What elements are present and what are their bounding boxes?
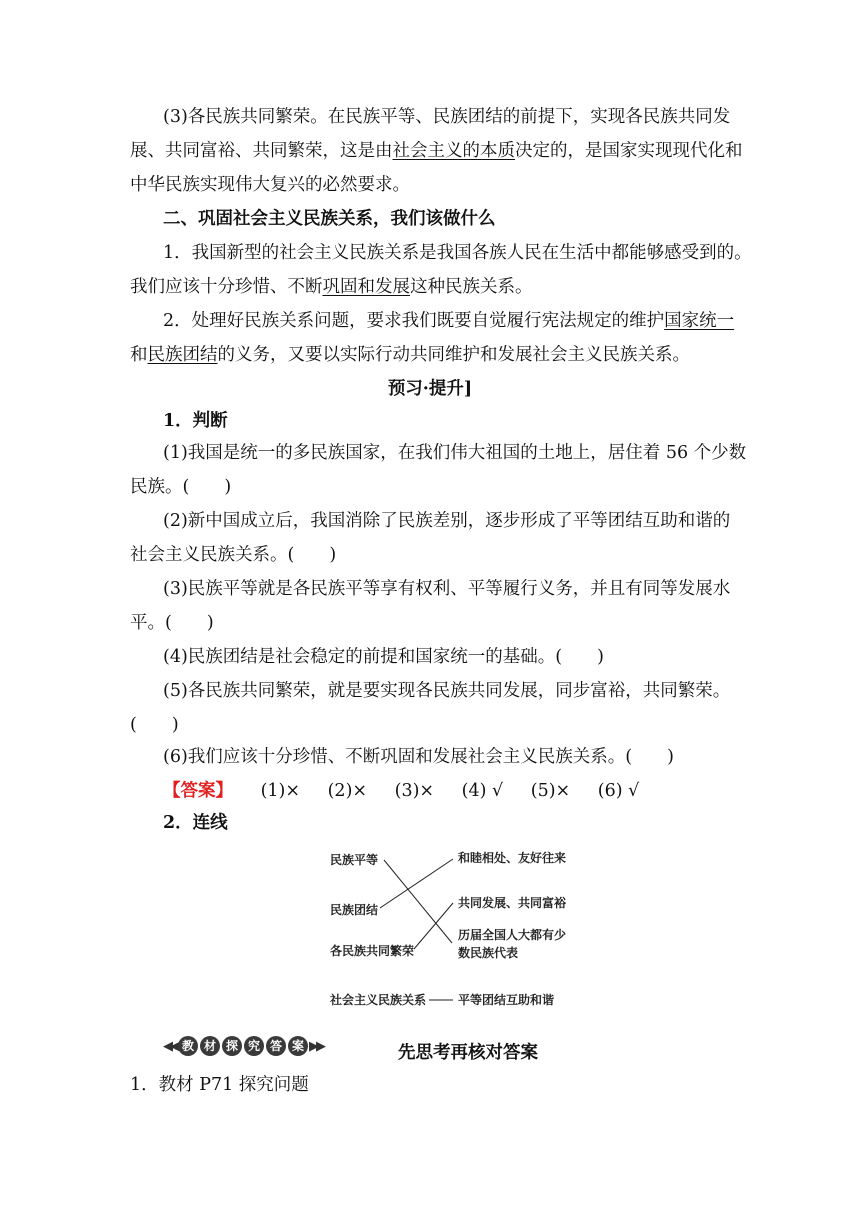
underlined-term: 巩固和发展 [322, 277, 410, 297]
underlined-term: 社会主义的本质 [392, 141, 515, 161]
left-item: 民族团结 [330, 903, 379, 917]
right-item: 数民族代表 [458, 946, 519, 960]
judge-title: 1．判断 [163, 411, 228, 431]
badge-char: 材 [200, 1036, 220, 1056]
item1-line2: 我们应该十分珍惜、不断巩固和发展这种民族关系。 [130, 277, 533, 297]
item2-line2: 和民族团结的义务，又要以实际行动共同维护和发展社会主义民族关系。 [130, 345, 690, 365]
badge-char: 案 [288, 1036, 308, 1056]
left-item: 民族平等 [330, 853, 379, 867]
para3-line3: 中华民族实现伟大复兴的必然要求。 [130, 175, 410, 195]
para3-line1: (3)各民族共同繁荣。在民族平等、民族团结的前提下，实现各民族共同发 [163, 107, 731, 127]
answer-label: 【答案】 [163, 781, 233, 801]
match-line [380, 859, 453, 908]
section2-title: 二、巩固社会主义民族关系，我们该做什么 [163, 209, 496, 229]
judge-q1-line2: 民族。( ) [130, 477, 232, 497]
para3-line2: 展、共同富裕、共同繁荣，这是由社会主义的本质决定的，是国家实现现代化和 [130, 141, 743, 161]
judge-q4: (4)民族团结是社会稳定的前提和国家统一的基础。( ) [163, 647, 604, 667]
left-item: 各民族共同繁荣 [330, 944, 415, 958]
matching-diagram [320, 845, 580, 1015]
judge-q5-line2: ( ) [130, 715, 179, 735]
double-left-arrow-icon: ◀◀ [163, 1038, 177, 1054]
preview-heading: 预习·提升] [387, 379, 473, 399]
judge-q3-line1: (3)民族平等就是各民族平等享有权利、平等履行义务，并且有同等发展水 [163, 579, 731, 599]
right-item: 共同发展、共同富裕 [458, 896, 567, 910]
answer-item: (2)× [327, 781, 368, 801]
match-line [414, 903, 453, 949]
answer-item: (6) √ [597, 781, 640, 801]
badge-char: 教 [178, 1036, 198, 1056]
badge-char: 探 [222, 1036, 242, 1056]
badge-char: 究 [244, 1036, 264, 1056]
right-item: 和睦相处、友好往来 [458, 851, 567, 865]
textbook-answer-badge [163, 1034, 323, 1058]
item1-line1: 1．我国新型的社会主义民族关系是我国各族人民在生活中都能够感受到的。 [163, 243, 752, 263]
bottom-left-label: 社会主义民族关系 [330, 993, 427, 1007]
underlined-term: 国家统一 [664, 311, 735, 331]
judge-q5-line1: (5)各民族共同繁荣，就是要实现各民族共同发展，同步富裕，共同繁荣。 [163, 681, 731, 701]
answer-item: (1)× [260, 781, 301, 801]
judge-q2-line1: (2)新中国成立后，我国消除了民族差别，逐步形成了平等团结互助和谐的 [163, 511, 731, 531]
match-line [384, 860, 452, 943]
match-title: 2．连线 [163, 813, 228, 833]
item2-line1: 2．处理好民族关系问题，要求我们既要自觉履行宪法规定的维护国家统一 [163, 311, 735, 331]
right-item: 历届全国人大都有少 [458, 928, 567, 942]
judge-q1-line1: (1)我国是统一的多民族国家，在我们伟大祖国的土地上，居住着 56 个少数 [163, 443, 747, 463]
answer-line [163, 779, 763, 803]
badge-char: 答 [266, 1036, 286, 1056]
double-right-arrow-icon: ▶▶ [309, 1038, 323, 1054]
underlined-term: 民族团结 [147, 345, 218, 365]
answer-item: (5)× [530, 781, 571, 801]
answer-item: (3)× [394, 781, 435, 801]
answer-item: (4) √ [461, 781, 504, 801]
last-line: 1．教材 P71 探究问题 [130, 1075, 309, 1095]
judge-q3-line2: 平。( ) [130, 613, 214, 633]
judge-q6: (6)我们应该十分珍惜、不断巩固和发展社会主义民族关系。( ) [163, 747, 674, 767]
judge-q2-line2: 社会主义民族关系。( ) [130, 545, 337, 565]
badge-caption: 先思考再核对答案 [398, 1043, 538, 1063]
bottom-right-label: 平等团结互助和谐 [458, 993, 555, 1007]
